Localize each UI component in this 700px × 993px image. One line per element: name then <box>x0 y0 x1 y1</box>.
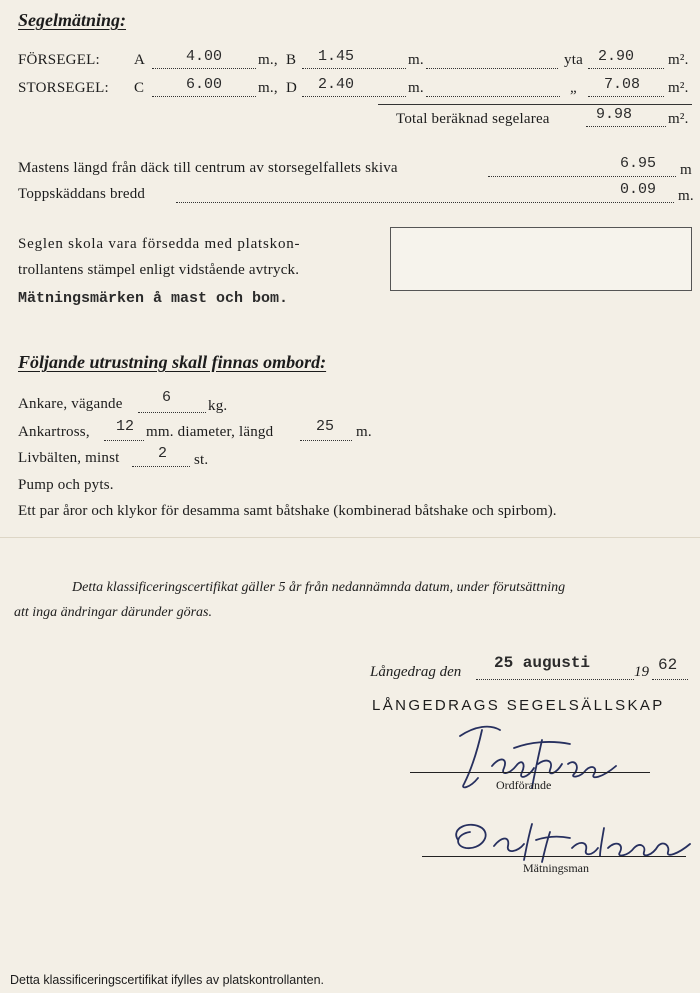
unit-m-2: m. <box>408 80 424 96</box>
unit-m-comma-2: m., <box>258 80 278 96</box>
mast-length-unit: m <box>680 162 692 178</box>
field-b-value: 1.45 <box>318 48 355 65</box>
lifebelt-unit: st. <box>194 452 209 468</box>
ditto-mark: „ <box>570 80 577 96</box>
unit-m2: m². <box>668 52 689 68</box>
rope-label: Ankartross, <box>18 424 90 440</box>
page-fold-line <box>0 537 700 538</box>
date-place: Långedrag den <box>370 664 462 680</box>
unit-m2-2: m². <box>668 80 689 96</box>
anchor-label: Ankare, vägande <box>18 396 123 412</box>
mast-length-value: 6.95 <box>620 155 657 172</box>
pump-text: Pump och pyts. <box>18 477 114 493</box>
anchor-value: 6 <box>162 389 172 406</box>
rope-mid-text: mm. diameter, längd <box>146 424 274 440</box>
gaff-width-label: Toppskäddans bredd <box>18 186 146 202</box>
date-year: 62 <box>658 656 678 674</box>
gaff-width-unit: m. <box>678 188 694 204</box>
rope-diameter-value: 12 <box>116 418 135 435</box>
stamp-text-line2: trollantens stämpel enligt vidstående avtryck. <box>18 262 300 278</box>
area-label: yta <box>564 52 583 68</box>
oars-text: Ett par åror och klykor för desamma samt båtshake (kombinerad båtshake och spirbom). <box>18 503 557 519</box>
stamp-typed-note: Mätningsmärken å mast och bom. <box>18 290 289 307</box>
main-sail-label: STORSEGEL: <box>18 80 109 96</box>
lifebelt-value: 2 <box>158 445 168 462</box>
rope-length-value: 25 <box>316 418 335 435</box>
stamp-text-line1: Seglen skola vara försedda med platskon- <box>18 236 301 252</box>
field-d-label: D <box>286 80 298 96</box>
equipment-title: Följande utrustning skall finnas ombord: <box>18 352 327 372</box>
field-d-value: 2.40 <box>318 76 355 93</box>
unit-m-comma: m., <box>258 52 278 68</box>
date-century: 19 <box>634 664 649 680</box>
field-c-label: C <box>134 80 145 96</box>
field-a-value: 4.00 <box>186 48 223 65</box>
unit-m2-3: m². <box>668 111 689 127</box>
anchor-unit: kg. <box>208 398 228 414</box>
date-day-month: 25 augusti <box>494 654 591 672</box>
validity-line2: att inga ändringar därunder göras. <box>14 605 212 620</box>
measurer-role: Mätningsman <box>523 861 589 875</box>
club-name: LÅNGEDRAGS SEGELSÄLLSKAP <box>372 697 665 714</box>
stamp-impression-box <box>390 227 692 291</box>
footer-note: Detta klassificeringscertifikat ifylles av platskontrollanten. <box>10 973 325 987</box>
chair-signature-line <box>410 772 650 773</box>
field-a-label: A <box>134 52 146 68</box>
fore-sail-label: FÖRSEGEL: <box>18 52 100 68</box>
gaff-width-value: 0.09 <box>620 181 657 198</box>
mast-length-label: Mastens längd från däck till centrum av storsegelfallets skiva <box>18 160 398 176</box>
fore-area-value: 2.90 <box>598 48 635 65</box>
field-c-value: 6.00 <box>186 76 223 93</box>
total-area-label: Total beräknad segelarea <box>396 111 550 127</box>
rope-unit: m. <box>356 424 372 440</box>
total-area-value: 9.98 <box>596 106 633 123</box>
field-b-label: B <box>286 52 297 68</box>
chair-role: Ordförande <box>496 778 552 792</box>
sail-measurement-title: Segelmätning: <box>18 10 127 30</box>
main-area-value: 7.08 <box>604 76 641 93</box>
measurer-signature-line <box>422 856 686 857</box>
unit-m: m. <box>408 52 424 68</box>
lifebelt-label: Livbälten, minst <box>18 450 120 466</box>
validity-line1: Detta klassificeringscertifikat gäller 5 år från nedannämnda datum, under förutsättning <box>72 580 566 595</box>
